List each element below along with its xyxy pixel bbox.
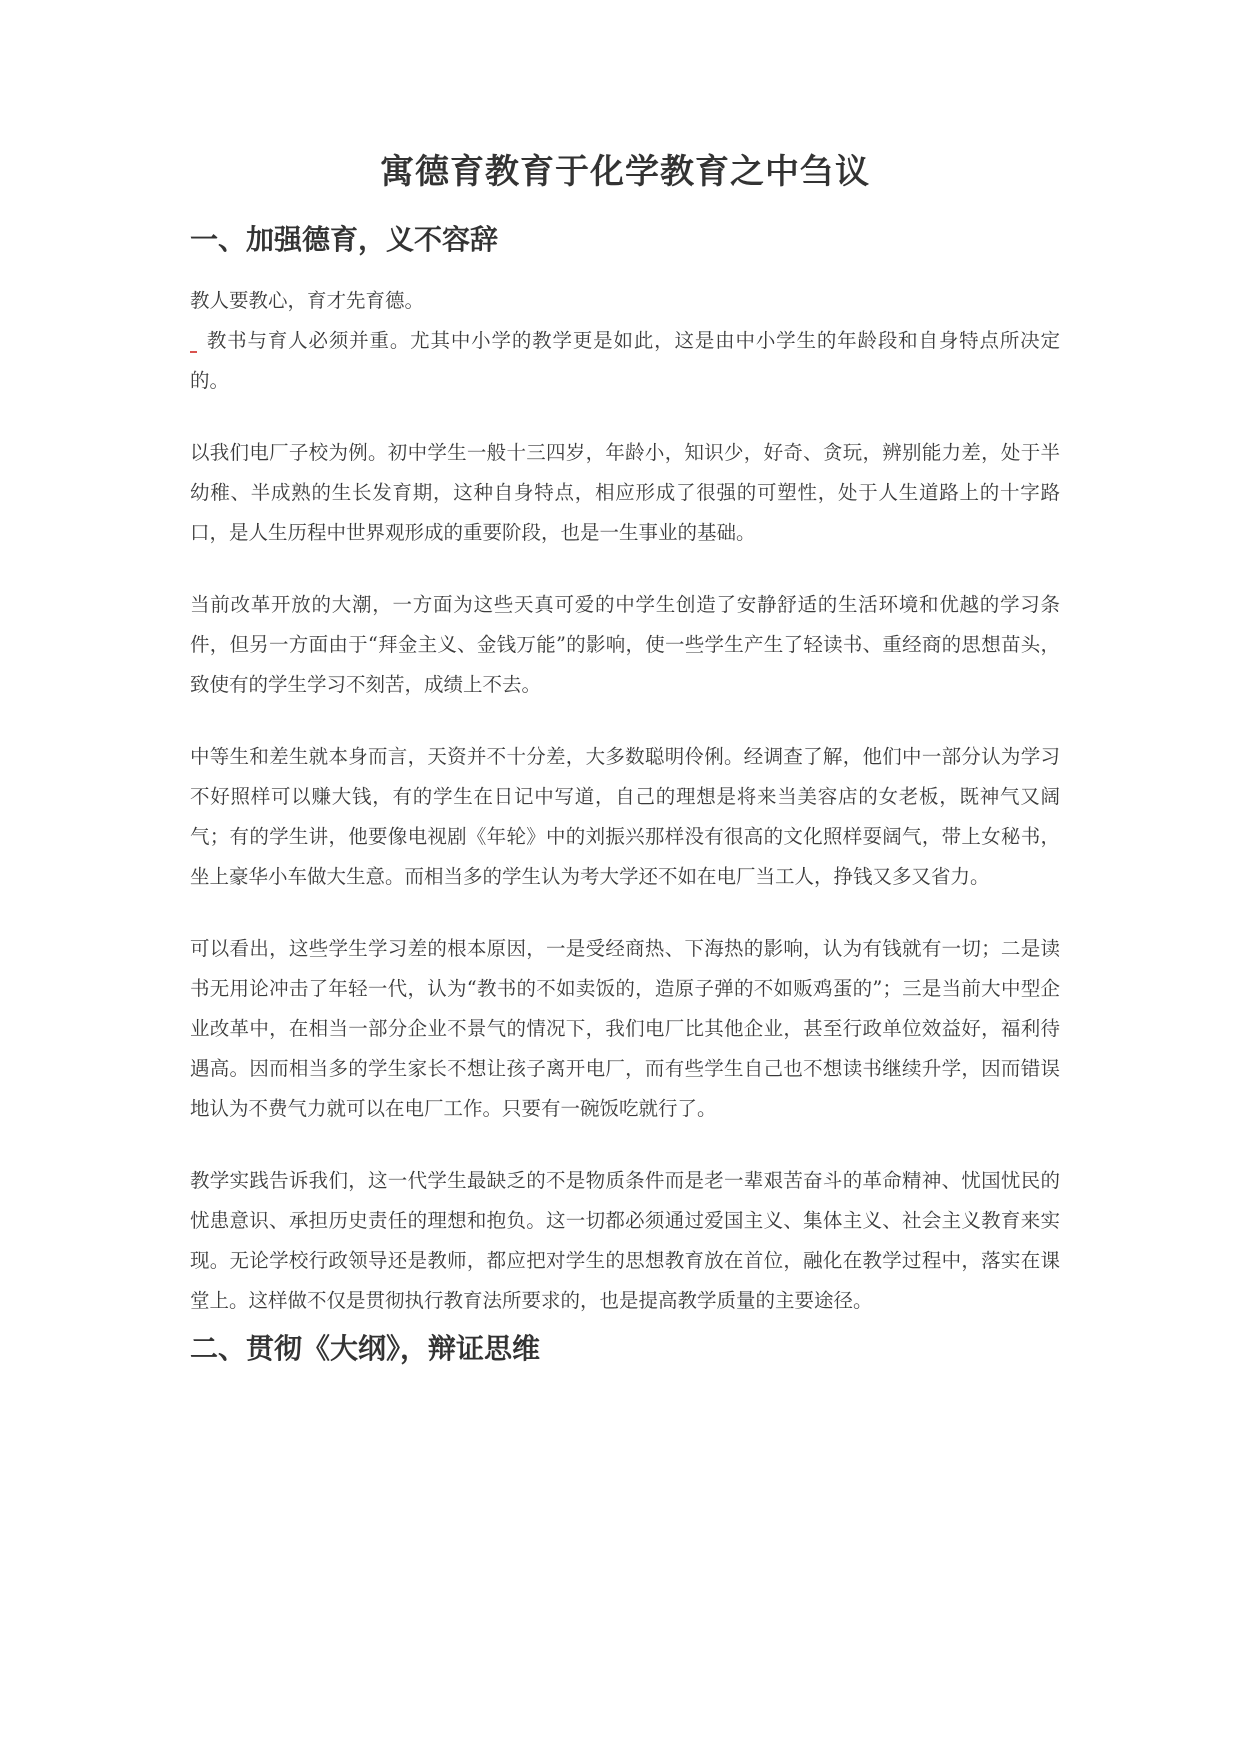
document-page xyxy=(190,150,1060,1389)
paragraph-5: 中等生和差生就本身而言，天资并不十分差，大多数聪明伶俐。经调查了解，他们中一部分认为学习不好照样可以赚大钱，有的学生在日记中写道，自己的理想是将来当美容店的女老板，既神气又阔气；有的学生讲，他要像电视剧《年轮》中的刘振兴那样没有很高的文化照样耍阔气，带上女秘书，坐上豪华小车做大生意。而相当多的学生认为考大学还不如在电厂当工人，挣钱又多又省力。 xyxy=(190,744,1060,888)
document-title: 寓德育教育于化学教育之中刍议 xyxy=(380,152,870,192)
edit-mark xyxy=(190,351,197,353)
section-heading-2: 二、贯彻《大纲》，辩证思维 xyxy=(190,1331,541,1365)
paragraph-2 xyxy=(190,321,1060,401)
paragraph-6: 可以看出，这些学生学习差的根本原因，一是受经商热、下海热的影响，认为有钱就有一切；二是读书无用论冲击了年轻一代，认为“教书的不如卖饭的，造原子弹的不如贩鸡蛋的”；三是当前大中型企业改革中，在相当一部分企业不景气的情况下，我们电厂比其他企业，甚至行政单位效益好，福利待遇高。因而相当多的学生家长不想让孩子离开电厂，而有些学生自己也不想读书继续升学，因而错误地认为不费气力就可以在电厂工作。只要有一碗饭吃就行了。 xyxy=(190,936,1060,1120)
paragraph-1: 教人要教心，育才先育德。 xyxy=(190,288,425,312)
paragraph-3: 以我们电厂子校为例。初中学生一般十三四岁，年龄小，知识少，好奇、贪玩，辨别能力差，处于半幼稚、半成熟的生长发育期，这种自身特点，相应形成了很强的可塑性，处于人生道路上的十字路口，是人生历程中世界观形成的重要阶段，也是一生事业的基础。 xyxy=(190,440,1060,544)
section-heading-1: 一、加强德育，义不容辞 xyxy=(190,223,499,257)
paragraph-4: 当前改革开放的大潮，一方面为这些天真可爱的中学生创造了安静舒适的生活环境和优越的学习条件，但另一方面由于“拜金主义、金钱万能”的影响，使一些学生产生了轻读书、重经商的思想苗头，致使有的学生学习不刻苦，成绩上不去。 xyxy=(190,592,1060,696)
paragraph-7: 教学实践告诉我们，这一代学生最缺乏的不是物质条件而是老一辈艰苦奋斗的革命精神、忧国忧民的忧患意识、承担历史责任的理想和抱负。这一切都必须通过爱国主义、集体主义、社会主义教育来实现。无论学校行政领导还是教师，都应把对学生的思想教育放在首位，融化在教学过程中，落实在课堂上。这样做不仅是贯彻执行教育法所要求的，也是提高教学质量的主要途径。 xyxy=(190,1168,1060,1312)
paragraph-2-text: 教书与育人必须并重。尤其中小学的教学更是如此，这是由中小学生的年龄段和自身特点所决定的。 xyxy=(190,328,1060,392)
